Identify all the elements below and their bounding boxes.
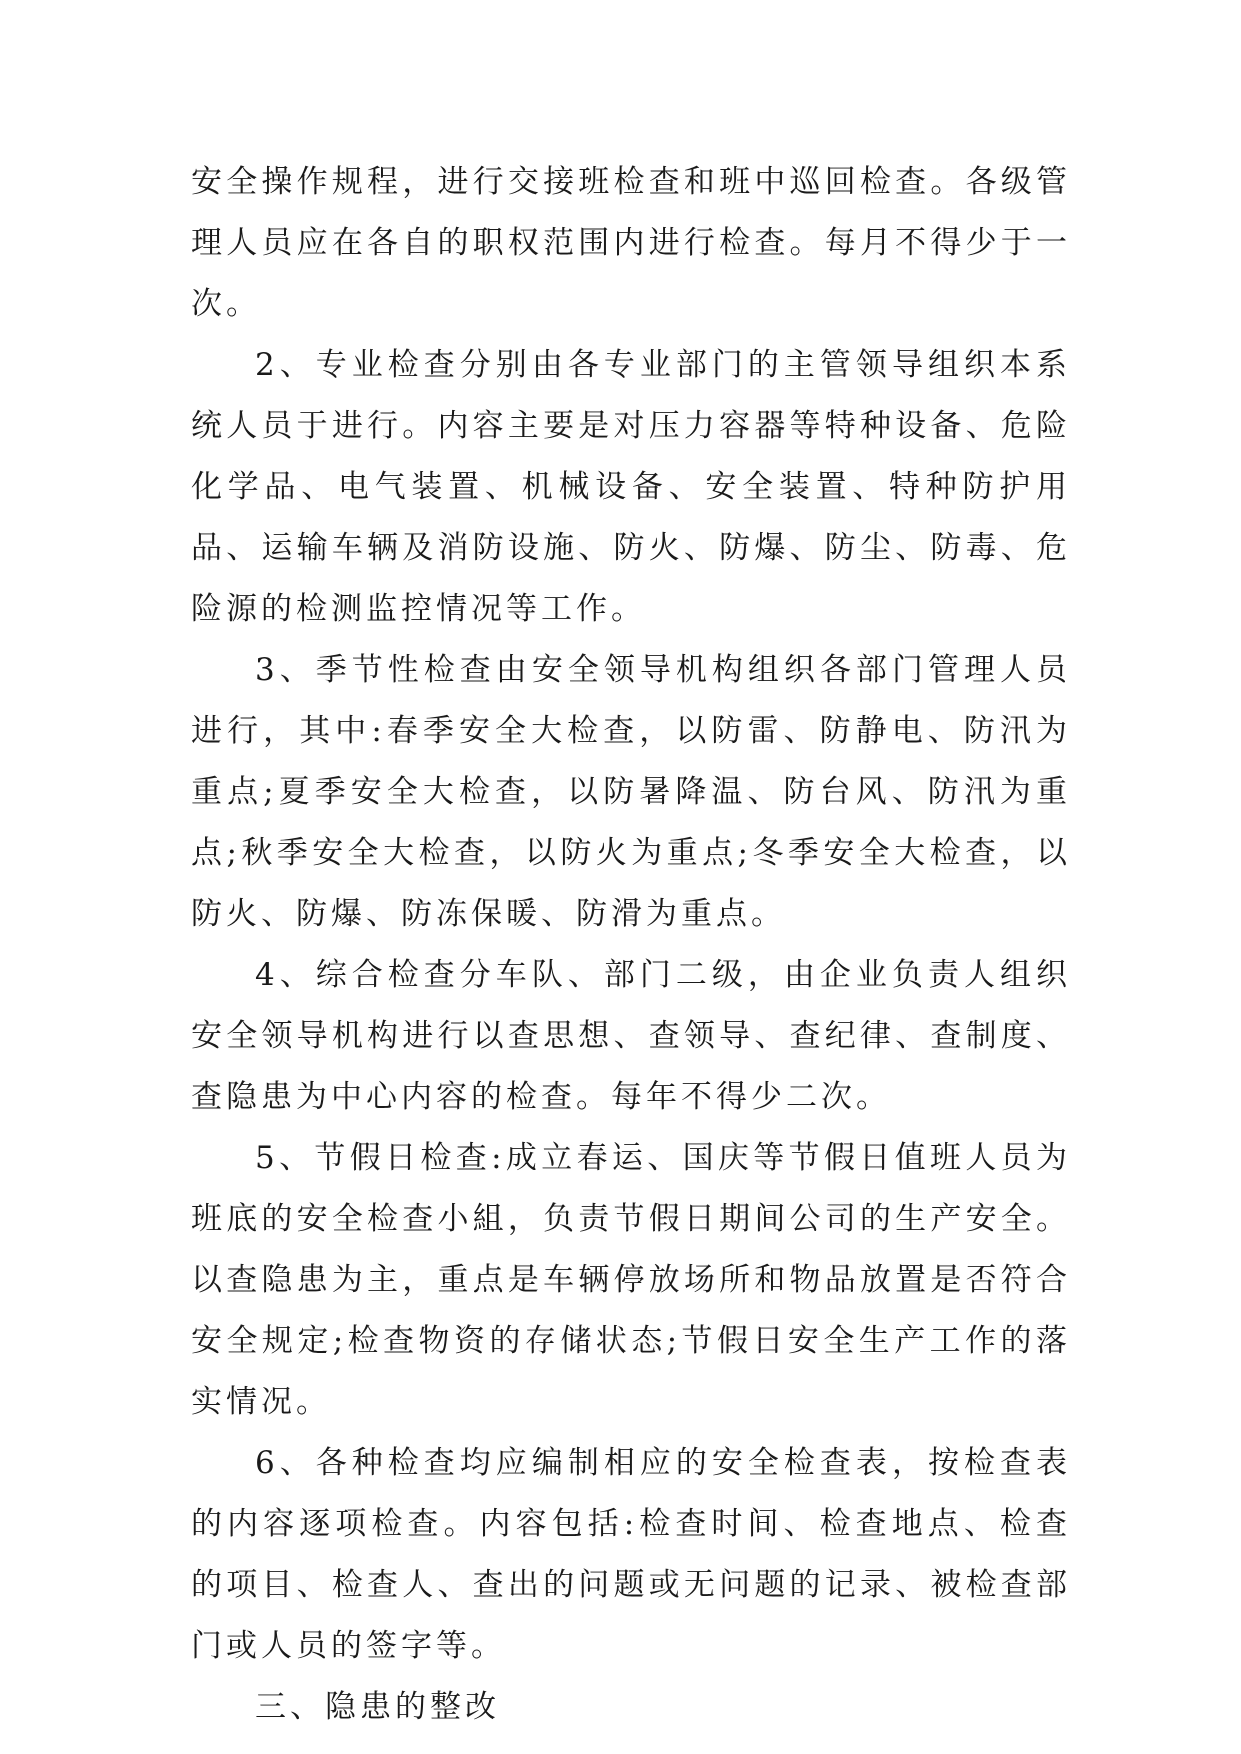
section-heading: 三、隐患的整改 xyxy=(255,1689,500,1725)
paragraph-professional-inspection: 2、专业检查分别由各专业部门的主管领导组织本系统人员于进行。内容主要是对压力容器等特种设备、危险化学品、电气装置、机械设备、安全装置、特种防护用品、运输车辆及消防设施、防火、防爆、防尘、防毒、危险源的检测监控情况等工作。 xyxy=(191,347,1071,627)
paragraph-continuation: 安全操作规程，进行交接班检查和班中巡回检查。各级管理人员应在各自的职权范围内进行检查。每月不得少于一次。 xyxy=(191,164,1071,322)
document-body xyxy=(191,152,1071,1738)
paragraph-comprehensive-inspection: 4、综合检查分车队、部门二级，由企业负责人组织安全领导机构进行以查思想、查领导、查纪律、查制度、查隐患为中心内容的检查。每年不得少二次。 xyxy=(191,957,1071,1115)
paragraph-seasonal-inspection: 3、季节性检查由安全领导机构组织各部门管理人员进行，其中:春季安全大检查，以防雷、防静电、防汛为重点;夏季安全大检查，以防暑降温、防台风、防汛为重点;秋季安全大检查，以防火为重点;冬季安全大检查，以防火、防爆、防冻保暖、防滑为重点。 xyxy=(191,652,1071,932)
paragraph-holiday-inspection: 5、节假日检查:成立春运、国庆等节假日值班人员为班底的安全检查小組，负责节假日期间公司的生产安全。以查隐患为主，重点是车辆停放场所和物品放置是否符合安全规定;检查物资的存储状态;节假日安全生产工作的落实情况。 xyxy=(191,1140,1071,1420)
paragraph-inspection-checklist: 6、各种检查均应编制相应的安全检查表，按检查表的内容逐项检查。内容包括:检查时间、检查地点、检查的项目、检查人、查出的问题或无问题的记录、被检查部门或人员的签字等。 xyxy=(191,1445,1071,1664)
